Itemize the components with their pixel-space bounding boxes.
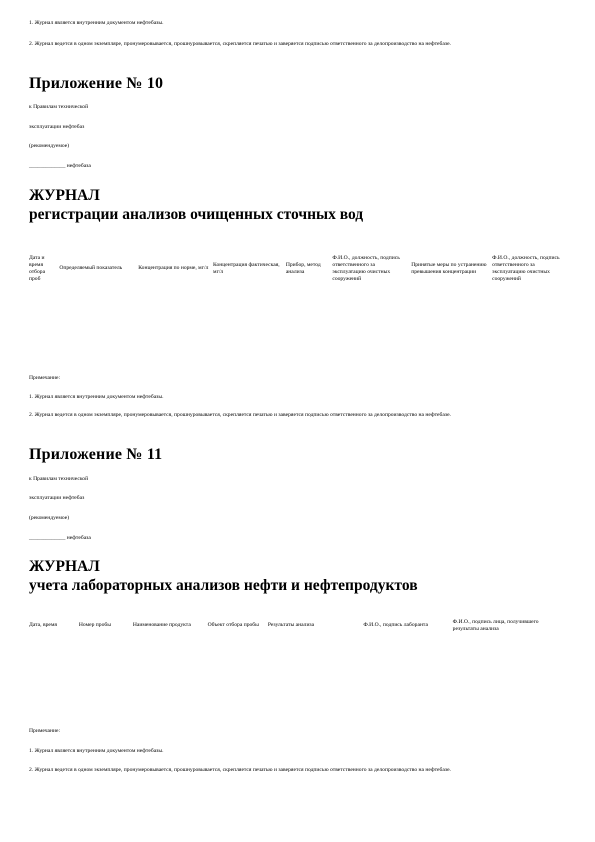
journal-10-note-1: 1. Журнал является внутренним документом нефтебазы.	[29, 394, 164, 400]
journal-10-col-6: Ф.И.О., должность, подпись ответственного за эксплуатацию очистных сооружений	[332, 254, 400, 283]
journal-10-note-label: Примечание:	[29, 375, 61, 381]
appendix-10-line-4: _____________ нефтебаза	[29, 163, 91, 169]
appendix-11-line-4: _____________ нефтебаза	[29, 535, 91, 541]
journal-10-col-1: Дата и время отбора проб	[29, 254, 46, 283]
appendix-11-line-1: к Правилам технической	[29, 476, 89, 482]
journal-11-note-1: 1. Журнал является внутренним документом нефтебазы.	[29, 748, 164, 754]
journal-11-note-label: Примечание:	[29, 728, 61, 734]
journal-11-col-1: Дата, время	[29, 622, 57, 629]
journal-10-col-2: Определяемый показатель	[59, 265, 123, 272]
journal-11-table	[27, 609, 567, 643]
journal-10-col-5: Прибор, метод анализа	[285, 261, 321, 275]
journal-11-col-2: Номер пробы	[78, 622, 111, 629]
appendix-11-line-3: (рекомендуемое)	[29, 515, 70, 521]
journal-10-col-8: Ф.И.О., должность, подпись ответственного за эксплуатацию очистных сооружений	[492, 254, 560, 283]
journal-10-subtitle: регистрации анализов очищенных сточных вод	[29, 206, 364, 223]
journal-11-col-3: Наименование продукта	[132, 622, 191, 629]
journal-10-col-7: Принятые меры по устранению превышения концентрации	[411, 261, 487, 275]
top-note-2: 2. Журнал ведется в одном экземпляре, пронумеровывается, прошнуровывается, скрепляется печатью и заверяется подписью ответственного за делопроизводство на нефтебазе.	[29, 41, 451, 47]
journal-10-table	[27, 238, 567, 300]
appendix-11-line-2: эксплуатации нефтебаз	[29, 495, 85, 501]
appendix-10-heading: Приложение № 10	[29, 75, 164, 92]
appendix-10-line-3: (рекомендуемое)	[29, 143, 70, 149]
top-note-1: 1. Журнал является внутренним документом нефтебазы.	[29, 20, 164, 26]
journal-11-title: ЖУРНАЛ	[29, 558, 100, 575]
appendix-10-line-1: к Правилам технической	[29, 104, 89, 110]
appendix-11-heading: Приложение № 11	[29, 446, 163, 463]
journal-11-note-2: 2. Журнал ведется в одном экземпляре, пронумеровывается, прошнуровывается, скрепляется печатью и заверяется подписью ответственного за делопроизводство на нефтебазе.	[29, 767, 451, 773]
journal-10-col-4: Концентрация фактическая, мг/л	[213, 261, 280, 275]
journal-11-col-5: Результаты анализа	[267, 622, 315, 629]
journal-11-subtitle: учета лабораторных анализов нефти и нефтепродуктов	[29, 577, 418, 594]
journal-10-note-2: 2. Журнал ведется в одном экземпляре, пронумеровывается, прошнуровывается, скрепляется печатью и заверяется подписью ответственного за делопроизводство на нефтебазе.	[29, 412, 451, 418]
appendix-10-line-2: эксплуатации нефтебаз	[29, 124, 85, 130]
journal-11-col-7: Ф.И.О., подпись лица, получившего результаты анализа	[452, 618, 539, 632]
journal-10-col-3: Концентрация по норме, мг/л	[138, 265, 209, 272]
journal-10-title: ЖУРНАЛ	[29, 187, 100, 204]
journal-11-col-4: Объект отбора пробы	[207, 622, 259, 629]
journal-11-col-6: Ф.И.О., подпись лаборанта	[363, 622, 428, 629]
